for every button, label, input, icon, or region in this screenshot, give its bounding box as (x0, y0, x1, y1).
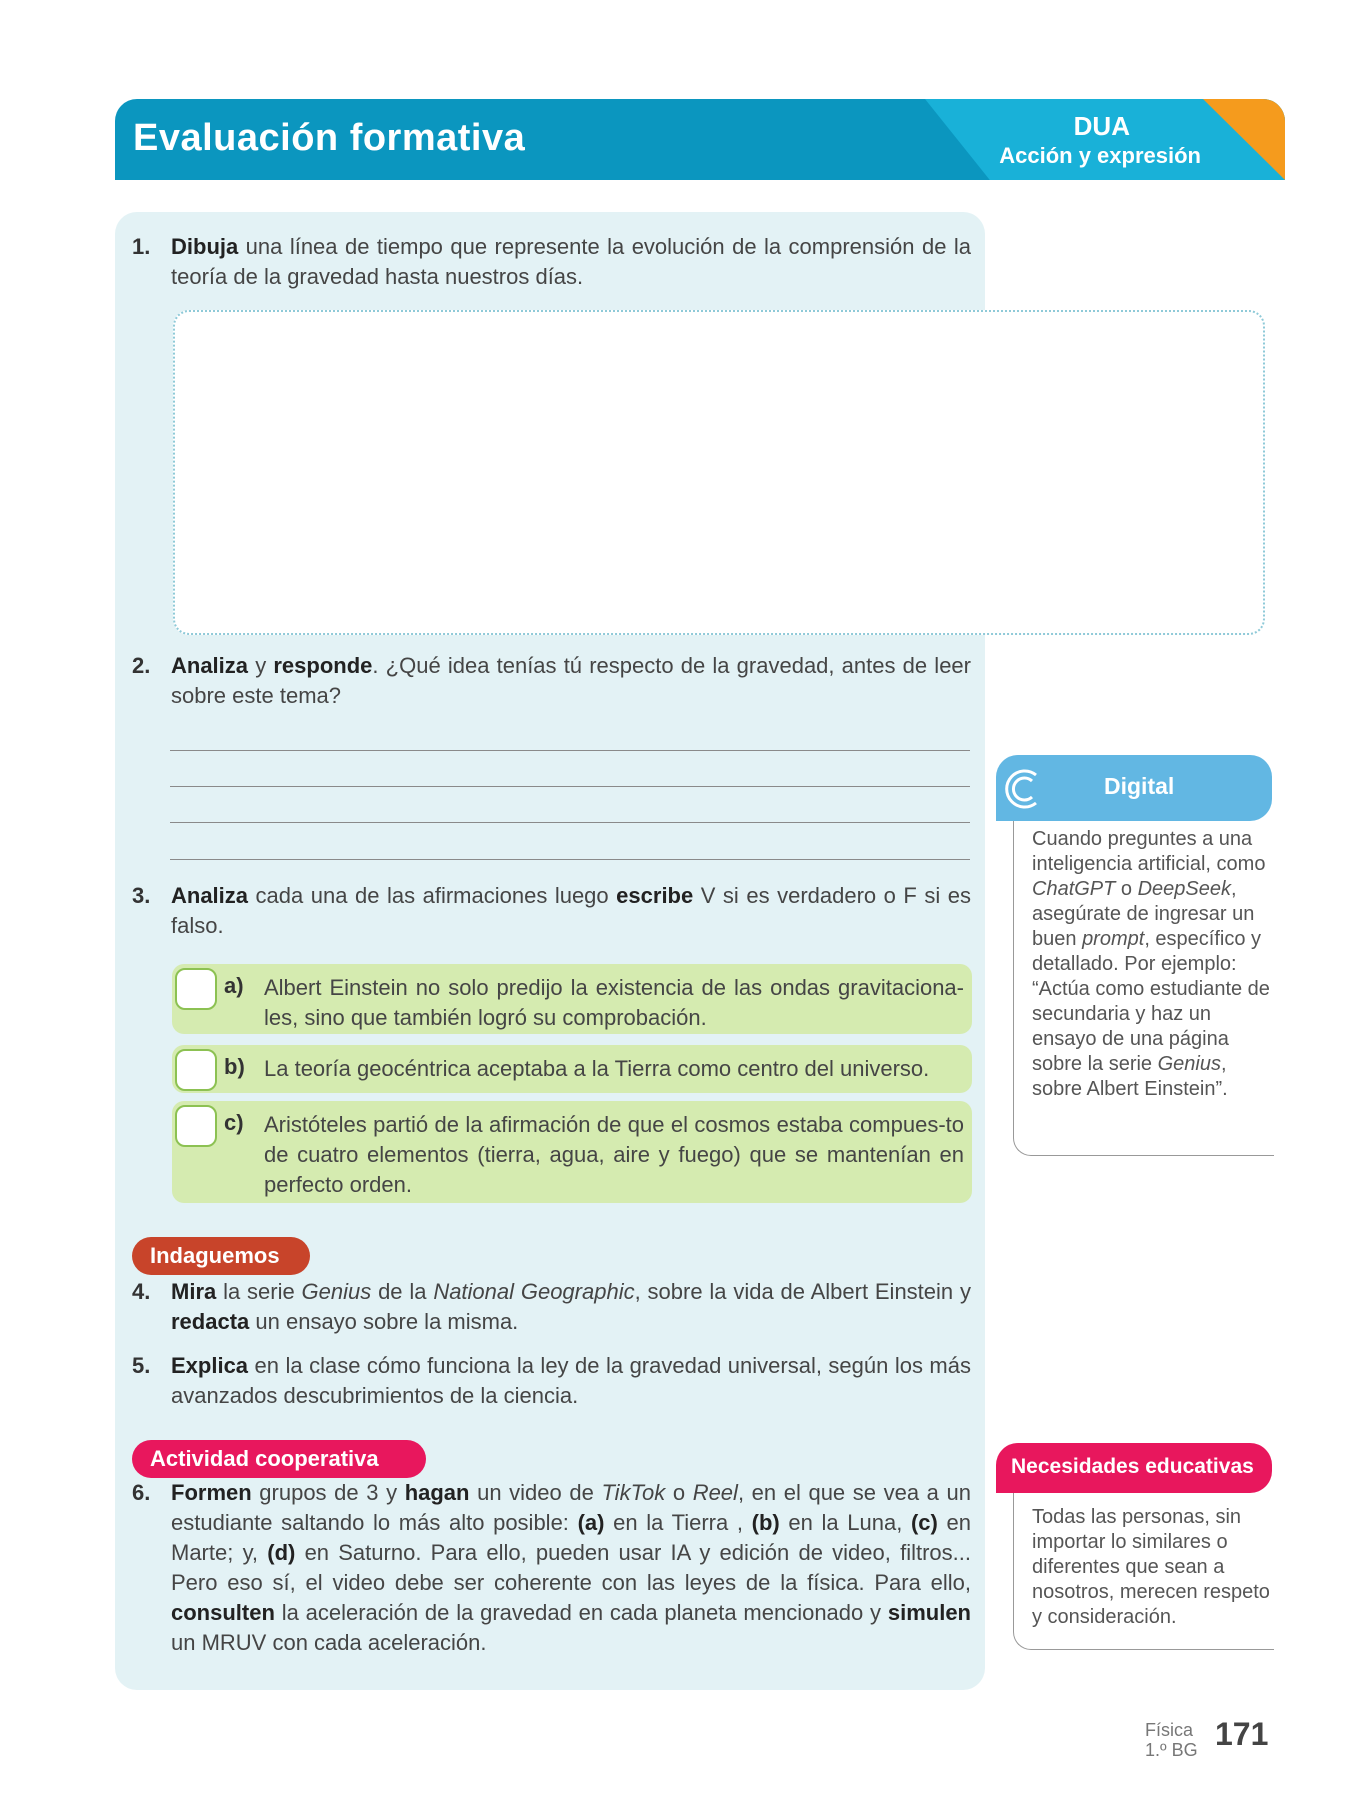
special-needs-callout-body (1013, 1493, 1274, 1650)
text: de la (371, 1279, 434, 1304)
text: Cuando preguntes a una inteligencia artificial, como (1032, 828, 1266, 875)
verb: redacta (171, 1309, 250, 1334)
subject-level: 1.º BG (1145, 1740, 1198, 1760)
italic-text: Reel (692, 1480, 738, 1505)
digital-text (1014, 821, 1274, 1116)
answer-line[interactable] (170, 822, 970, 823)
answer-checkbox[interactable] (175, 1049, 217, 1091)
special-needs-callout-header (996, 1443, 1272, 1493)
question-text (171, 881, 971, 941)
question-number: 5. (132, 1353, 151, 1378)
question-number: 6. (132, 1480, 151, 1505)
footer-subject (1145, 1720, 1198, 1760)
text: y (248, 653, 274, 678)
verb: Mira (171, 1279, 217, 1304)
text: en la Tierra , (604, 1510, 752, 1535)
option-letter: (d) (267, 1540, 296, 1565)
statement-row-c (172, 1101, 972, 1203)
drawing-area[interactable] (173, 310, 1265, 635)
answer-line[interactable] (170, 786, 970, 787)
answer-line[interactable] (170, 750, 970, 751)
question-number: 4. (132, 1279, 151, 1304)
verb: Analiza (171, 653, 249, 678)
option-letter: (c) (910, 1510, 938, 1535)
digital-callout-body (1013, 821, 1274, 1156)
dua-title: DUA (1073, 111, 1130, 141)
digital-title: Digital (1104, 773, 1175, 799)
italic-text: ChatGPT (1032, 878, 1116, 900)
question-number: 1. (132, 234, 151, 259)
answer-checkbox[interactable] (175, 968, 217, 1010)
verb: simulen (887, 1600, 971, 1625)
text: un ensayo sobre la misma. (249, 1309, 519, 1334)
italic-text: prompt (1082, 928, 1145, 950)
statement-row-b (172, 1045, 972, 1093)
digital-c-icon (1002, 767, 1046, 811)
statement-letter: c) (224, 1110, 244, 1135)
question-number: 3. (132, 883, 151, 908)
text: o (665, 1480, 693, 1505)
statement-letter: a) (224, 973, 244, 998)
statement-text: La teoría geocéntrica aceptaba a la Tierra como centro del universo. (264, 1056, 930, 1081)
question-text (171, 1351, 971, 1411)
answer-checkbox[interactable] (175, 1105, 217, 1147)
page-number: 171 (1215, 1716, 1269, 1752)
italic-text: TikTok (601, 1480, 666, 1505)
text: cada una de las afirmaciones luego (248, 883, 617, 908)
text: en Marte; y, (171, 1510, 971, 1565)
text: un video de (469, 1480, 602, 1505)
verb: consulten (171, 1600, 275, 1625)
italic-text: DeepSeek (1137, 878, 1232, 900)
text: o (1115, 878, 1138, 900)
text: , sobre Albert Einstein”. (1032, 1053, 1228, 1100)
verb: Formen (171, 1480, 252, 1505)
statement-text: Albert Einstein no solo predijo la existencia de las ondas gravitaciona-les, sino que también logró su comprobación. (264, 975, 964, 1030)
answer-line[interactable] (170, 859, 970, 860)
verb: Dibuja (171, 234, 239, 259)
text: , en el que se vea a un estudiante saltando lo más alto posible: (171, 1480, 971, 1535)
italic-text: Genius (1157, 1053, 1221, 1075)
italic-text: Genius (301, 1279, 372, 1304)
statement-text: Aristóteles partió de la afirmación de que el cosmos estaba compues-to de cuatro elementos (tierra, agua, aire y fuego) que se mantenían en perfecto orden. (264, 1112, 964, 1197)
text: una línea de tiempo que represente la evolución de la comprensión de la teoría de la gravedad hasta nuestros días. (171, 234, 971, 289)
option-letter: (a) (577, 1510, 605, 1535)
verb: hagan (404, 1480, 470, 1505)
verb: escribe (616, 883, 694, 908)
text: un MRUV con cada aceleración. (171, 1630, 487, 1655)
dua-subtitle: Acción y expresión (999, 143, 1201, 168)
text: , específico y detallado. Por ejemplo: “Actúa como estudiante de secundaria y haz un ensayo de una página sobre la serie (1032, 928, 1270, 1075)
question-number: 2. (132, 653, 151, 678)
cooperative-activity-label: Actividad cooperativa (132, 1440, 426, 1478)
header-bar (115, 99, 1285, 180)
text: V si es verdadero o F si es falso. (171, 883, 971, 938)
page-title: Evaluación formativa (133, 117, 526, 159)
special-needs-text: Todas las personas, sin importar lo similares o diferentes que sean a nosotros, merecen respeto y consideración. (1032, 1506, 1270, 1628)
statement-row-a (172, 964, 972, 1034)
text: grupos de 3 y (251, 1480, 405, 1505)
question-text (171, 232, 971, 292)
option-letter: (b) (751, 1510, 780, 1535)
special-needs-title: Necesidades educativas (1011, 1455, 1254, 1478)
question-text (171, 1277, 971, 1337)
text: , asegúrate de ingresar un buen (1032, 878, 1255, 950)
text: , sobre la vida de Albert Einstein y (634, 1279, 971, 1304)
text: en la clase cómo funciona la ley de la gravedad universal, según los más avanzados descubrimientos de la ciencia. (171, 1353, 971, 1408)
text: la serie (216, 1279, 302, 1304)
text: en la Luna, (779, 1510, 911, 1535)
text: en Saturno. Para ello, pueden usar IA y edición de video, filtros... Pero eso sí, el video debe ser coherente con las leyes de la física. Para ello, (171, 1540, 971, 1595)
indaguemos-label: Indaguemos (132, 1237, 310, 1275)
subject-name: Física (1145, 1720, 1194, 1740)
question-text (171, 1478, 971, 1658)
italic-text: National Geographic (433, 1279, 635, 1304)
verb: Analiza (171, 883, 249, 908)
statement-letter: b) (224, 1054, 245, 1079)
text: la aceleración de la gravedad en cada planeta mencionado y (274, 1600, 888, 1625)
digital-callout-header (996, 755, 1272, 821)
verb: responde (273, 653, 373, 678)
text: . ¿Qué idea tenías tú respecto de la gravedad, antes de leer sobre este tema? (171, 653, 971, 708)
verb: Explica (171, 1353, 249, 1378)
question-text (171, 651, 971, 711)
